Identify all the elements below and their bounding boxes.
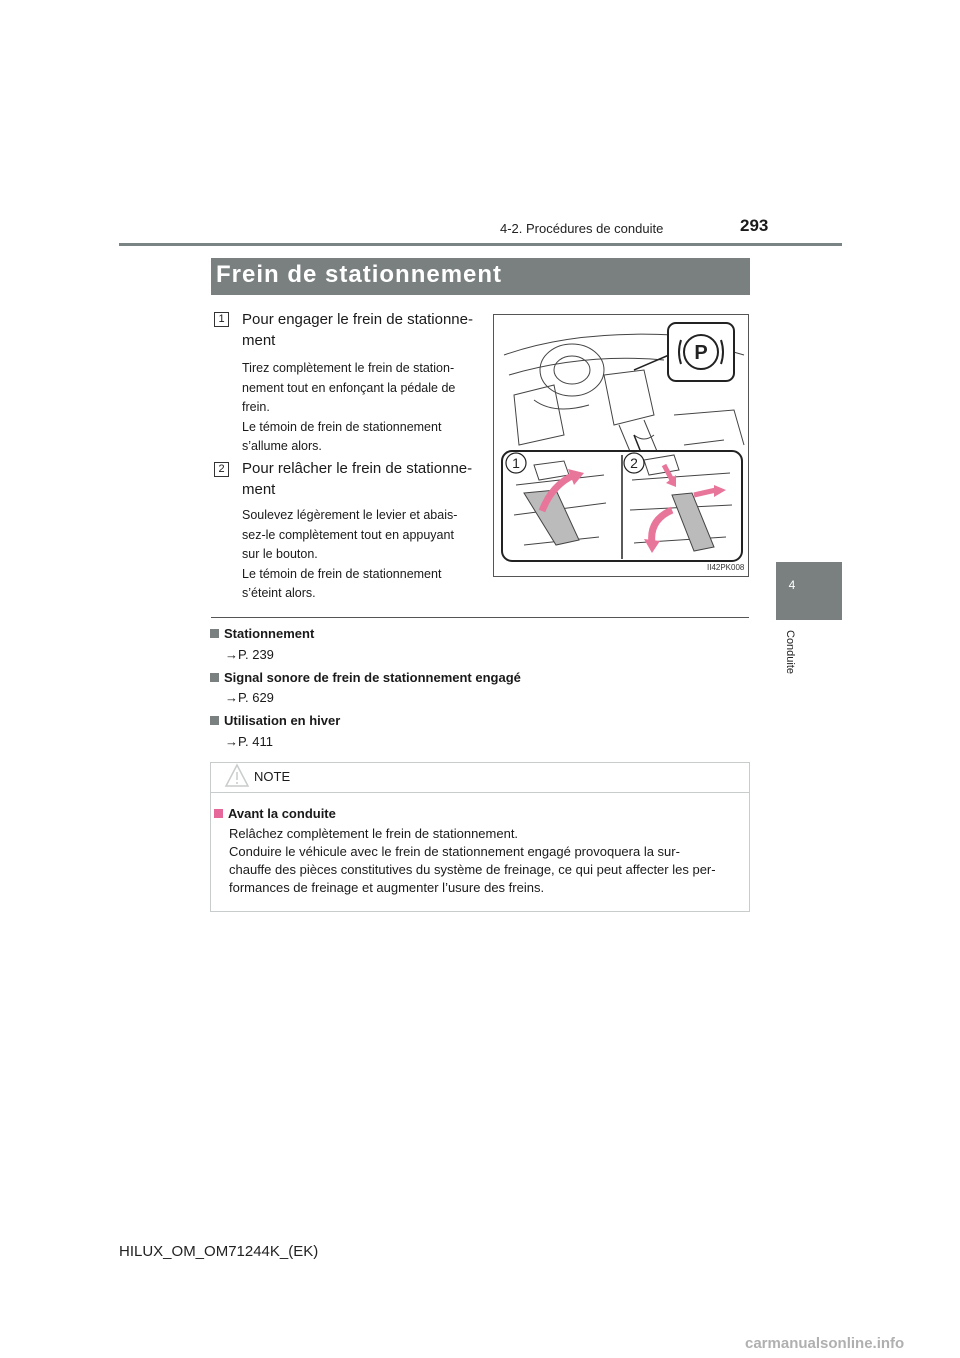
bullet-label-1: Stationnement — [224, 626, 315, 641]
page-title: Frein de stationnement — [216, 261, 503, 288]
reference-text-2[interactable]: P. 629 — [238, 690, 274, 705]
document-footer: HILUX_OM_OM71244K_(EK) — [119, 1243, 319, 1260]
svg-text:2: 2 — [630, 455, 638, 471]
header-rule — [119, 243, 842, 246]
square-bullet-icon — [210, 629, 219, 638]
svg-text:P: P — [694, 342, 708, 364]
step-title-1: Pour engager le frein de stationne- ment — [242, 311, 473, 349]
bullet-label-3: Utilisation en hiver — [224, 713, 341, 728]
square-bullet-icon — [210, 673, 219, 682]
bullet-item-1 — [210, 626, 314, 641]
reference-text-1[interactable]: P. 239 — [238, 647, 274, 662]
reference-text-3[interactable]: P. 411 — [238, 734, 273, 749]
parking-brake-illustration — [493, 314, 749, 577]
step-description-1: Tirez complètement le frein de station- nement tout en enfonçant la pédale de frein. Le témoin de frein de stationnement s’allume alors. — [242, 361, 456, 453]
page-reference-2[interactable]: →P. 629 — [225, 690, 274, 705]
page-number: 293 — [740, 216, 769, 235]
square-bullet-icon — [210, 716, 219, 725]
step-number-2: 2 — [214, 462, 229, 477]
bullet-label-2: Signal sonore de frein de stationnement engagé — [224, 670, 521, 685]
note-divider — [211, 792, 749, 793]
note-label: NOTE — [254, 769, 291, 784]
warning-triangle-icon — [224, 763, 250, 789]
section-divider — [211, 617, 749, 618]
chapter-label: Conduite — [784, 630, 796, 675]
bullet-item-3 — [210, 713, 340, 728]
note-text: Relâchez complètement le frein de stationnement. Conduire le véhicule avec le frein de stationnement engagé provoquera la sur- chauffe des pièces constitutives du système de freinage, ce qui peut affecter les per- formances de freinage et augmenter l’usure des freins. — [229, 826, 716, 895]
watermark: carmanualsonline.info — [745, 1335, 905, 1352]
illustration-svg — [494, 315, 749, 577]
svg-text:1: 1 — [512, 455, 520, 471]
header-section: 4-2. Procédures de conduite — [500, 221, 664, 236]
page-reference-3[interactable]: →P. 411 — [225, 734, 273, 749]
step-number-1: 1 — [214, 312, 229, 327]
step-description-2: Soulevez légèrement le levier et abais- sez-le complètement tout en appuyant sur le bouton. Le témoin de frein de stationnement s’éteint alors. — [242, 508, 458, 600]
pink-square-bullet-icon — [214, 809, 223, 818]
note-item-title-row — [214, 806, 336, 821]
callout-line — [634, 355, 669, 370]
chapter-number: 4 — [788, 578, 796, 592]
note-item-title: Avant la conduite — [228, 806, 336, 821]
bullet-item-2 — [210, 670, 521, 685]
step-title-2: Pour relâcher le frein de stationne- ment — [242, 460, 473, 498]
figure-code: II42PK008 — [707, 563, 745, 572]
page-reference-1[interactable]: →P. 239 — [225, 647, 274, 662]
